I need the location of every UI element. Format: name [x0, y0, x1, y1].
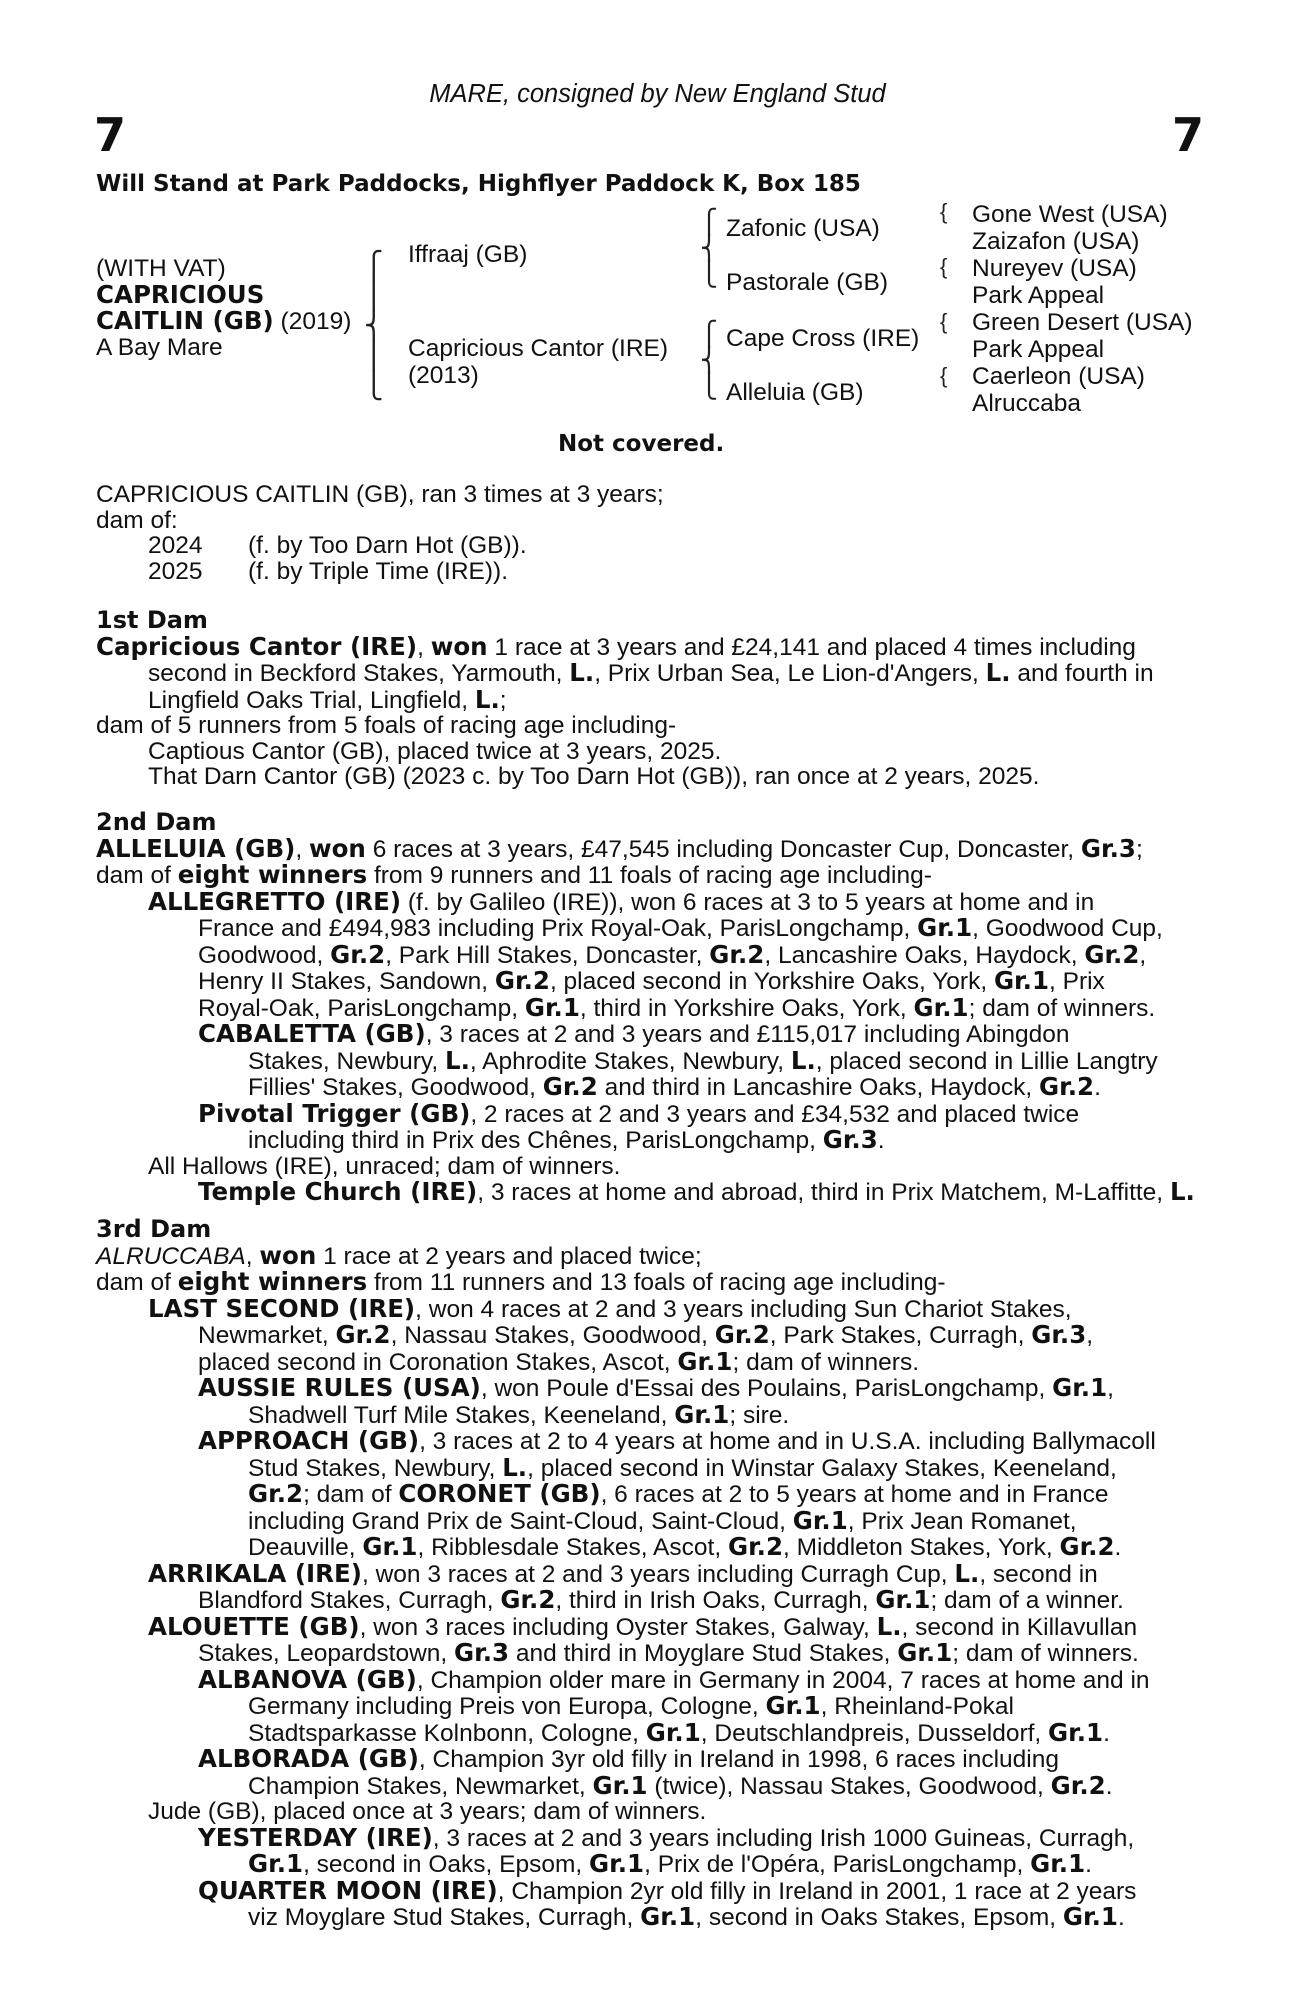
- arrikala-line: Blandford Stakes, Curragh, Gr.2, third in Irish Oaks, Curragh, Gr.1; dam of a winner.: [198, 1585, 1124, 1614]
- temple-line: Temple Church (IRE), 3 races at home and abroad, third in Prix Matchem, M-Laffitte, L.: [198, 1177, 1195, 1206]
- ggs-1: Gone West (USA): [972, 201, 1168, 228]
- cabaletta-line: Stakes, Newbury, L., Aphrodite Stakes, Newbury, L., placed second in Lillie Langtry: [248, 1045, 1158, 1075]
- allegretto-line: Henry II Stakes, Sandown, Gr.2, placed second in Yorkshire Oaks, York, Gr.1, Prix: [198, 966, 1105, 995]
- pedigree-brace-3d: {: [940, 363, 948, 388]
- first-dam-section: [96, 608, 1204, 790]
- allegretto-line: Goodwood, Gr.2, Park Hill Stakes, Doncaster, Gr.2, Lancashire Oaks, Haydock, Gr.2,: [198, 939, 1147, 969]
- albanova-line: ALBANOVA (GB), Champion older mare in Germany in 2004, 7 races at home and in: [198, 1664, 1150, 1694]
- first-dam-runner: That Darn Cantor (GB) (2023 c. by Too Darn Hot (GB)), ran once at 2 years, 2025.: [148, 763, 1040, 790]
- last-second-line: placed second in Coronation Stakes, Ascot, Gr.1; dam of winners.: [198, 1346, 920, 1376]
- pedigree-brace-3c: {: [940, 309, 948, 334]
- ggs-2: Zaizafon (USA): [972, 228, 1140, 255]
- yesterday-line: YESTERDAY (IRE), 3 races at 2 and 3 years including Irish 1000 Guineas, Curragh,: [198, 1822, 1135, 1852]
- quarter-moon-line: QUARTER MOON (IRE), Champion 2yr old filly in Ireland in 2001, 1 race at 2 years: [198, 1875, 1137, 1905]
- covering-status: Not covered.: [558, 431, 725, 457]
- lot-number-right: 7: [1172, 108, 1205, 162]
- third-dam-heading: 3rd Dam: [96, 1215, 212, 1243]
- approach-line: Deauville, Gr.1, Ribblesdale Stakes, Ascot, Gr.2, Middleton Stakes, York, Gr.2.: [248, 1532, 1122, 1561]
- pivotal-line: Pivotal Trigger (GB), 2 races at 2 and 3 years and £34,532 and placed twice: [198, 1098, 1080, 1128]
- last-second-line: Newmarket, Gr.2, Nassau Stakes, Goodwood, Gr.2, Park Stakes, Curragh, Gr.3,: [198, 1320, 1094, 1349]
- albanova-line: Germany including Preis von Europa, Cologne, Gr.1, Rheinland-Pokal: [248, 1691, 1014, 1720]
- aussie-line: Shadwell Turf Mile Stakes, Keeneland, Gr.1; sire.: [248, 1399, 790, 1429]
- second-dam-line: ALLELUIA (GB), won 6 races at 3 years, £47,545 including Doncaster Cup, Doncaster, Gr.3;: [96, 833, 1143, 863]
- pedigree-brace-2b: ⎧ ⎨ ⎩: [700, 321, 718, 400]
- ggs-5: Green Desert (USA): [972, 309, 1193, 336]
- approach-line: APPROACH (GB), 3 races at 2 to 4 years at home and in U.S.A. including Ballymacoll: [198, 1426, 1156, 1455]
- third-dam-line: ALRUCCABA, won 1 race at 2 years and placed twice;: [96, 1240, 702, 1270]
- produce-summary: CAPRICIOUS CAITLIN (GB), ran 3 times at 3 years;: [96, 481, 664, 508]
- granddam-2: Alleluia (GB): [726, 379, 864, 406]
- ggs-3: Nureyev (USA): [972, 255, 1137, 282]
- third-dam-section: [96, 1217, 1204, 1931]
- produce-record: [96, 482, 1204, 584]
- alborada-line: Champion Stakes, Newmarket, Gr.1 (twice), Nassau Stakes, Goodwood, Gr.2.: [248, 1770, 1113, 1800]
- yesterday-line: Gr.1, second in Oaks, Epsom, Gr.1, Prix de l'Opéra, ParisLongchamp, Gr.1.: [248, 1849, 1092, 1878]
- second-dam-section: [96, 810, 1204, 1206]
- location-line: Will Stand at Park Paddocks, Highflyer Paddock K, Box 185: [96, 171, 861, 197]
- quarter-moon-line: viz Moyglare Stud Stakes, Curragh, Gr.1, second in Oaks Stakes, Epsom, Gr.1.: [248, 1902, 1125, 1931]
- pivotal-line: including third in Prix des Chênes, ParisLongchamp, Gr.3.: [248, 1125, 885, 1154]
- consignor-line: MARE, consigned by New England Stud: [429, 80, 886, 108]
- second-dam-damof: dam of eight winners from 9 runners and 11 foals of racing age including-: [96, 860, 932, 889]
- vat-label: (WITH VAT): [96, 255, 226, 282]
- pedigree-brace-1: ⎧ ⎪ ⎨ ⎪ ⎩: [364, 250, 384, 400]
- third-dam-damof: dam of eight winners from 11 runners and 13 foals of racing age including-: [96, 1267, 946, 1296]
- second-dam-heading: 2nd Dam: [96, 808, 217, 836]
- pedigree-brace-3a: {: [940, 199, 948, 224]
- cabaletta-line: CABALETTA (GB), 3 races at 2 and 3 years and £115,017 including Abingdon: [198, 1019, 1070, 1048]
- allegretto-line: ALLEGRETTO (IRE) (f. by Galileo (IRE)), won 6 races at 3 to 5 years at home and in: [148, 886, 1095, 916]
- first-dam-line: second in Beckford Stakes, Yarmouth, L., Prix Urban Sea, Le Lion-d'Angers, L. and fourth in: [148, 658, 1154, 687]
- grandsire-2: Cape Cross (IRE): [726, 325, 920, 352]
- ggs-6: Park Appeal: [972, 336, 1105, 363]
- first-dam-damof: dam of 5 runners from 5 foals of racing age including-: [96, 712, 677, 739]
- first-dam-line: Capricious Cantor (IRE), won 1 race at 3 years and £24,141 and placed 4 times including: [96, 631, 1136, 661]
- allegretto-line: Royal-Oak, ParisLongchamp, Gr.1, third in Yorkshire Oaks, York, Gr.1; dam of winners.: [198, 992, 1156, 1022]
- aussie-line: AUSSIE RULES (USA), won Poule d'Essai des Poulains, ParisLongchamp, Gr.1,: [198, 1373, 1114, 1402]
- allhallows-line: All Hallows (IRE), unraced; dam of winners.: [148, 1152, 621, 1180]
- pedigree-brace-2a: ⎧ ⎨ ⎩: [700, 209, 718, 288]
- lot-number-left: 7: [94, 108, 127, 162]
- ggs-8: Alruccaba: [972, 390, 1081, 417]
- approach-line: including Grand Prix de Saint-Cloud, Saint-Cloud, Gr.1, Prix Jean Romanet,: [248, 1505, 1077, 1535]
- alouette-line: Stakes, Leopardstown, Gr.3 and third in Moyglare Stud Stakes, Gr.1; dam of winners.: [198, 1638, 1139, 1667]
- produce-item: 2024 (f. by Too Darn Hot (GB)).: [148, 532, 527, 559]
- grandsire-1: Zafonic (USA): [726, 215, 880, 242]
- alborada-line: ALBORADA (GB), Champion 3yr old filly in Ireland in 1998, 6 races including: [198, 1744, 1059, 1773]
- first-dam-heading: 1st Dam: [96, 606, 208, 634]
- dam-name: Capricious Cantor (IRE): [408, 335, 669, 362]
- granddam-1: Pastorale (GB): [726, 269, 889, 296]
- allegretto-line: France and £494,983 including Prix Royal-Oak, ParisLongchamp, Gr.1, Goodwood Cup,: [198, 913, 1163, 942]
- produce-dam-of: dam of:: [96, 506, 178, 534]
- alouette-line: ALOUETTE (GB), won 3 races including Oyster Stakes, Galway, L., second in Killavullan: [148, 1611, 1138, 1641]
- ggs-7: Caerleon (USA): [972, 363, 1145, 390]
- ggs-4: Park Appeal: [972, 282, 1105, 309]
- first-dam-runner: Captious Cantor (GB), placed twice at 3 years, 2025.: [148, 737, 722, 765]
- dam-year: (2013): [408, 362, 479, 389]
- jude-line: Jude (GB), placed once at 3 years; dam of winners.: [148, 1798, 707, 1825]
- first-dam-line: Lingfield Oaks Trial, Lingfield, L.;: [148, 684, 507, 714]
- pedigree-brace-3b: {: [940, 254, 948, 279]
- approach-line: Stud Stakes, Newbury, L., placed second in Winstar Galaxy Stakes, Keeneland,: [248, 1452, 1117, 1482]
- produce-item: 2025 (f. by Triple Time (IRE)).: [148, 557, 509, 585]
- horse-sex: A Bay Mare: [96, 334, 223, 361]
- horse-name-line1: CAPRICIOUS: [96, 280, 265, 309]
- sire-name: Iffraaj (GB): [408, 241, 528, 268]
- cabaletta-line: Fillies' Stakes, Goodwood, Gr.2 and third in Lancashire Oaks, Haydock, Gr.2.: [248, 1072, 1101, 1101]
- horse-name-line2: CAITLIN (GB) (2019): [96, 306, 352, 335]
- last-second-line: LAST SECOND (IRE), won 4 races at 2 and 3 years including Sun Chariot Stakes,: [148, 1293, 1072, 1323]
- albanova-line: Stadtsparkasse Kolnbonn, Cologne, Gr.1, Deutschlandpreis, Dusseldorf, Gr.1.: [248, 1717, 1110, 1747]
- approach-line: Gr.2; dam of CORONET (GB), 6 races at 2 to 5 years at home and in France: [248, 1479, 1109, 1508]
- arrikala-line: ARRIKALA (IRE), won 3 races at 2 and 3 years including Curragh Cup, L., second in: [148, 1558, 1098, 1588]
